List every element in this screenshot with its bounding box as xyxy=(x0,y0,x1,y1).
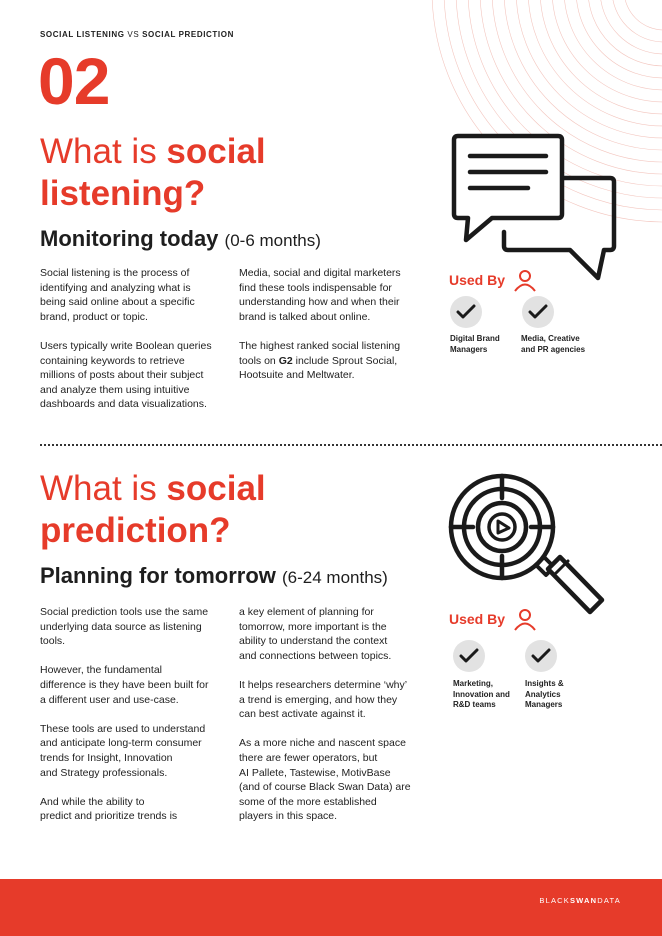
listening-column-2 xyxy=(239,266,424,397)
used-by-label: Used By xyxy=(449,272,506,288)
prediction-heading-strong-2: prediction? xyxy=(40,511,231,550)
eyebrow-right: SOCIAL PREDICTION xyxy=(142,30,234,39)
footer-bar xyxy=(0,879,662,936)
prediction-paragraph: And while the ability to predict and prioritize trends is xyxy=(40,795,178,823)
role-label: Digital Brand Managers xyxy=(450,334,500,354)
user-icon xyxy=(513,268,537,292)
listening-subheading-title: Monitoring today xyxy=(40,226,219,251)
eyebrow xyxy=(40,30,234,39)
listening-used-by xyxy=(449,268,537,292)
listening-subheading xyxy=(40,226,321,252)
prediction-heading xyxy=(40,468,420,552)
section-divider xyxy=(40,444,662,446)
target-magnifier-icon xyxy=(446,470,606,615)
listening-paragraph: Media, social and digital marketers find these tools indispensable for understanding how and when their brand is talked about online. xyxy=(239,267,401,323)
brand-strong: SWAN xyxy=(569,896,598,905)
prediction-paragraph: As a more niche and nascent space there are fewer operators, but AI Pallete, Tastewise, MotivBase (and of course Black Swan Data) are some of the more established players in this space. xyxy=(239,737,411,823)
listening-heading-strong-1: social xyxy=(166,132,266,171)
role-label: Media, Creative and PR agencies xyxy=(521,334,586,354)
prediction-subheading xyxy=(40,563,388,589)
check-icon xyxy=(525,640,557,672)
prediction-heading-prefix: What is xyxy=(40,469,167,508)
prediction-used-by xyxy=(449,607,537,631)
prediction-paragraph: Social prediction tools use the same underlying data source as listening tools. xyxy=(40,606,209,648)
brand-light-2: DATA xyxy=(597,896,621,905)
prediction-paragraph: It helps researchers determine ‘why’ a trend is emerging, and how they can best activate against it. xyxy=(239,678,408,721)
prediction-paragraph: However, the fundamental difference is they have been built for a different user and use-case. xyxy=(40,664,209,706)
prediction-column-2 xyxy=(239,605,424,839)
prediction-subheading-title: Planning for tomorrow xyxy=(40,563,276,588)
used-by-label: Used By xyxy=(449,611,506,627)
listening-paragraph: Social listening is the process of identifying and analyzing what is being said online about a specific brand, product or topic. xyxy=(40,267,195,323)
listening-paragraph-g2 xyxy=(239,339,424,383)
check-icon xyxy=(522,296,554,328)
role-label: Marketing, Innovation and R&D teams xyxy=(453,679,510,709)
eyebrow-left: SOCIAL LISTENING xyxy=(40,30,125,39)
listening-paragraph: Users typically write Boolean queries containing keywords to retrieve millions of posts about their subject and analyze them using intuitive dashboards and data visualizations. xyxy=(40,339,212,411)
g2-after: include Sprout Social, Hootsuite and Meltwater. xyxy=(239,354,398,382)
brand-logo xyxy=(539,896,621,905)
g2-before: The highest ranked social listening tools on xyxy=(239,339,401,367)
brand-light-1: BLACK xyxy=(539,896,570,905)
role-label: Insights & Analytics Managers xyxy=(525,679,564,709)
prediction-column-1 xyxy=(40,605,225,839)
prediction-paragraph: These tools are used to understand and anticipate long-term consumer trends for Insight, Innovation and Strategy professionals. xyxy=(40,722,206,779)
check-icon xyxy=(453,640,485,672)
user-icon xyxy=(513,607,537,631)
prediction-heading-strong-1: social xyxy=(166,469,266,508)
check-icon xyxy=(450,296,482,328)
eyebrow-vs: VS xyxy=(127,30,140,39)
listening-heading-strong-2: listening? xyxy=(40,174,206,213)
listening-heading xyxy=(40,131,420,215)
listening-range: (0-6 months) xyxy=(224,231,321,250)
prediction-paragraph: a key element of planning for tomorrow, more important is the ability to understand the context and connections between topics. xyxy=(239,606,392,662)
prediction-range: (6-24 months) xyxy=(282,568,388,587)
g2-strong: G2 xyxy=(278,354,293,367)
listening-heading-prefix: What is xyxy=(40,132,167,171)
listening-column-1 xyxy=(40,266,225,427)
section-number: 02 xyxy=(38,44,110,118)
chat-bubbles-icon xyxy=(446,130,622,290)
